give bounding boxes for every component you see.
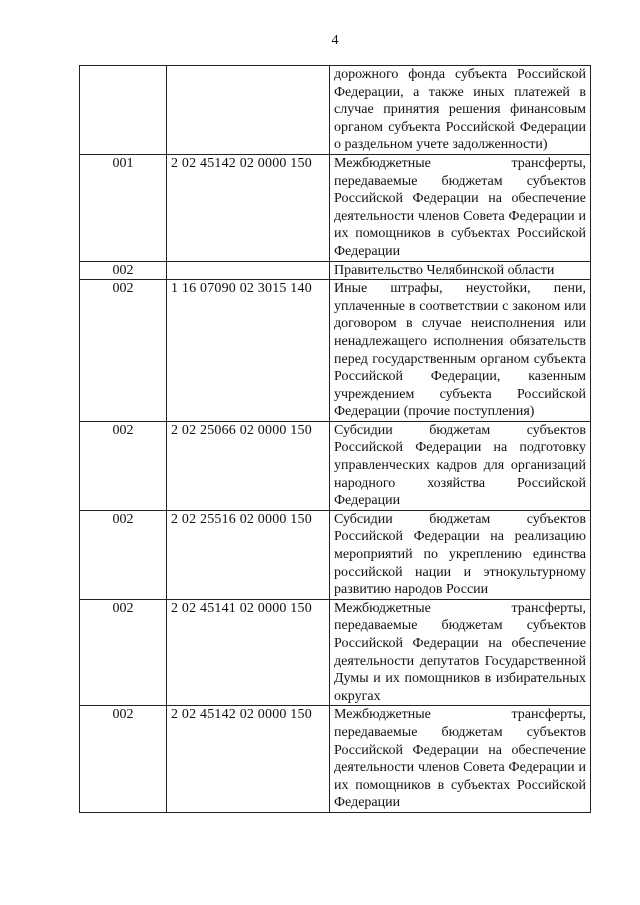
kbk-code-cell: 1 16 07090 02 3015 140 xyxy=(167,280,330,422)
kbk-code-cell: 2 02 25066 02 0000 150 xyxy=(167,421,330,510)
kbk-code-cell: 2 02 45142 02 0000 150 xyxy=(167,154,330,261)
table-row xyxy=(80,66,591,155)
table-row xyxy=(80,154,591,261)
kbk-code-cell: 2 02 25516 02 0000 150 xyxy=(167,510,330,599)
table-row xyxy=(80,280,591,422)
admin-code-cell xyxy=(80,66,167,155)
revenue-name-cell: Межбюджетные трансферты, передаваемые бюджетам субъектов Российской Федерации на обеспечение деятельности депутатов Государственной Думы и их помощников в избирательных округах xyxy=(330,599,591,706)
kbk-code-cell: 2 02 45142 02 0000 150 xyxy=(167,706,330,813)
budget-table xyxy=(79,65,591,813)
page-number: 4 xyxy=(331,33,339,48)
table-row xyxy=(80,510,591,599)
kbk-code-cell xyxy=(167,261,330,280)
admin-code-cell: 002 xyxy=(80,280,167,422)
revenue-name-cell: дорожного фонда субъекта Российской Федерации, а также иных платежей в случае принятия решения финансовым органом субъекта Российской Федерации о раздельном учете задолженности) xyxy=(330,66,591,155)
admin-code-cell: 001 xyxy=(80,154,167,261)
table-row xyxy=(80,706,591,813)
admin-code-cell: 002 xyxy=(80,706,167,813)
admin-code-cell: 002 xyxy=(80,599,167,706)
revenue-name-cell: Иные штрафы, неустойки, пени, уплаченные в соответствии с законом или договором в случае неисполнения или ненадлежащего исполнения обязательств перед государственным органом субъекта Российской Федерации, казенным учреждением субъекта Российской Федерации (прочие поступления) xyxy=(330,280,591,422)
admin-code-cell: 002 xyxy=(80,510,167,599)
admin-code-cell: 002 xyxy=(80,421,167,510)
table-row xyxy=(80,421,591,510)
kbk-code-cell: 2 02 45141 02 0000 150 xyxy=(167,599,330,706)
revenue-name-cell: Межбюджетные трансферты, передаваемые бюджетам субъектов Российской Федерации на обеспечение деятельности членов Совета Федерации и их помощников в субъектах Российской Федерации xyxy=(330,706,591,813)
admin-code-cell: 002 xyxy=(80,261,167,280)
kbk-code-cell xyxy=(167,66,330,155)
revenue-name-cell: Субсидии бюджетам субъектов Российской Федерации на реализацию мероприятий по укреплению единства российской нации и этнокультурному развитию народов России xyxy=(330,510,591,599)
table-row xyxy=(80,261,591,280)
revenue-name-cell: Правительство Челябинской области xyxy=(330,261,591,280)
revenue-name-cell: Субсидии бюджетам субъектов Российской Федерации на подготовку управленческих кадров для организаций народного хозяйства Российской Федерации xyxy=(330,421,591,510)
revenue-name-cell: Межбюджетные трансферты, передаваемые бюджетам субъектов Российской Федерации на обеспечение деятельности членов Совета Федерации и их помощников в субъектах Российской Федерации xyxy=(330,154,591,261)
table-row xyxy=(80,599,591,706)
